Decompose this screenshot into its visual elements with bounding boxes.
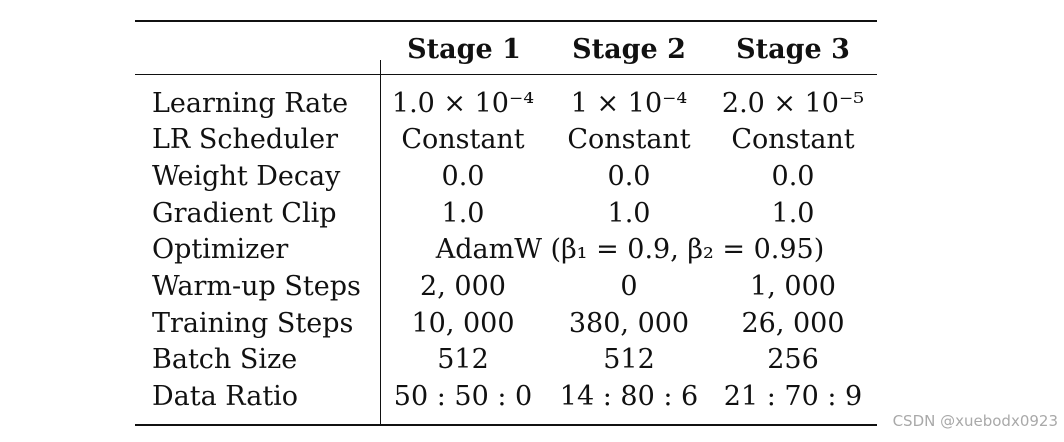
cell-lr-scheduler-stage-3: Constant	[731, 124, 855, 155]
row-label-training-steps: Training Steps	[152, 308, 354, 339]
row-label-warm-up-steps: Warm-up Steps	[152, 271, 361, 302]
cell-warm-up-steps-stage-3: 1, 000	[750, 271, 836, 302]
cell-training-steps-stage-2: 380, 000	[568, 308, 690, 339]
row-label-lr-scheduler: LR Scheduler	[152, 124, 339, 155]
cell-lr-scheduler-stage-2: Constant	[567, 124, 691, 155]
cell-lr-scheduler-stage-1: Constant	[401, 124, 525, 155]
watermark-text: CSDN @xuebodx0923	[892, 412, 1058, 430]
cell-learning-rate-stage-1: 1.0 × 10⁻⁴	[391, 88, 535, 119]
table-bottom-rule	[135, 424, 877, 426]
row-label-gradient-clip: Gradient Clip	[152, 198, 337, 229]
row-label-data-ratio: Data Ratio	[152, 381, 299, 412]
header-stage-1: Stage 1	[407, 34, 521, 65]
cell-warm-up-steps-stage-1: 2, 000	[420, 271, 506, 302]
cell-optimizer-all-stages: AdamW (β₁ = 0.9, β₂ = 0.95)	[435, 234, 825, 265]
header-stage-3: Stage 3	[736, 34, 850, 65]
row-label-batch-size: Batch Size	[152, 344, 298, 375]
cell-weight-decay-stage-2: 0.0	[607, 161, 651, 192]
cell-data-ratio-stage-2: 14 : 80 : 6	[559, 381, 699, 412]
cell-weight-decay-stage-3: 0.0	[771, 161, 815, 192]
row-label-optimizer: Optimizer	[152, 234, 289, 265]
cell-batch-size-stage-2: 512	[603, 344, 655, 375]
cell-batch-size-stage-3: 256	[767, 344, 819, 375]
cell-batch-size-stage-1: 512	[437, 344, 489, 375]
cell-learning-rate-stage-2: 1 × 10⁻⁴	[570, 88, 688, 119]
cell-weight-decay-stage-1: 0.0	[441, 161, 485, 192]
cell-learning-rate-stage-3: 2.0 × 10⁻⁵	[721, 88, 865, 119]
cell-gradient-clip-stage-3: 1.0	[771, 198, 815, 229]
cell-data-ratio-stage-3: 21 : 70 : 9	[723, 381, 863, 412]
cell-warm-up-steps-stage-2: 0	[620, 271, 638, 302]
cell-gradient-clip-stage-1: 1.0	[441, 198, 485, 229]
cell-training-steps-stage-1: 10, 000	[411, 308, 515, 339]
cell-data-ratio-stage-1: 50 : 50 : 0	[393, 381, 533, 412]
table-top-rule	[135, 20, 877, 22]
table-header-rule	[135, 74, 877, 75]
cell-gradient-clip-stage-2: 1.0	[607, 198, 651, 229]
cell-training-steps-stage-3: 26, 000	[741, 308, 845, 339]
row-label-learning-rate: Learning Rate	[152, 88, 349, 119]
header-stage-2: Stage 2	[572, 34, 686, 65]
row-label-weight-decay: Weight Decay	[152, 161, 341, 192]
